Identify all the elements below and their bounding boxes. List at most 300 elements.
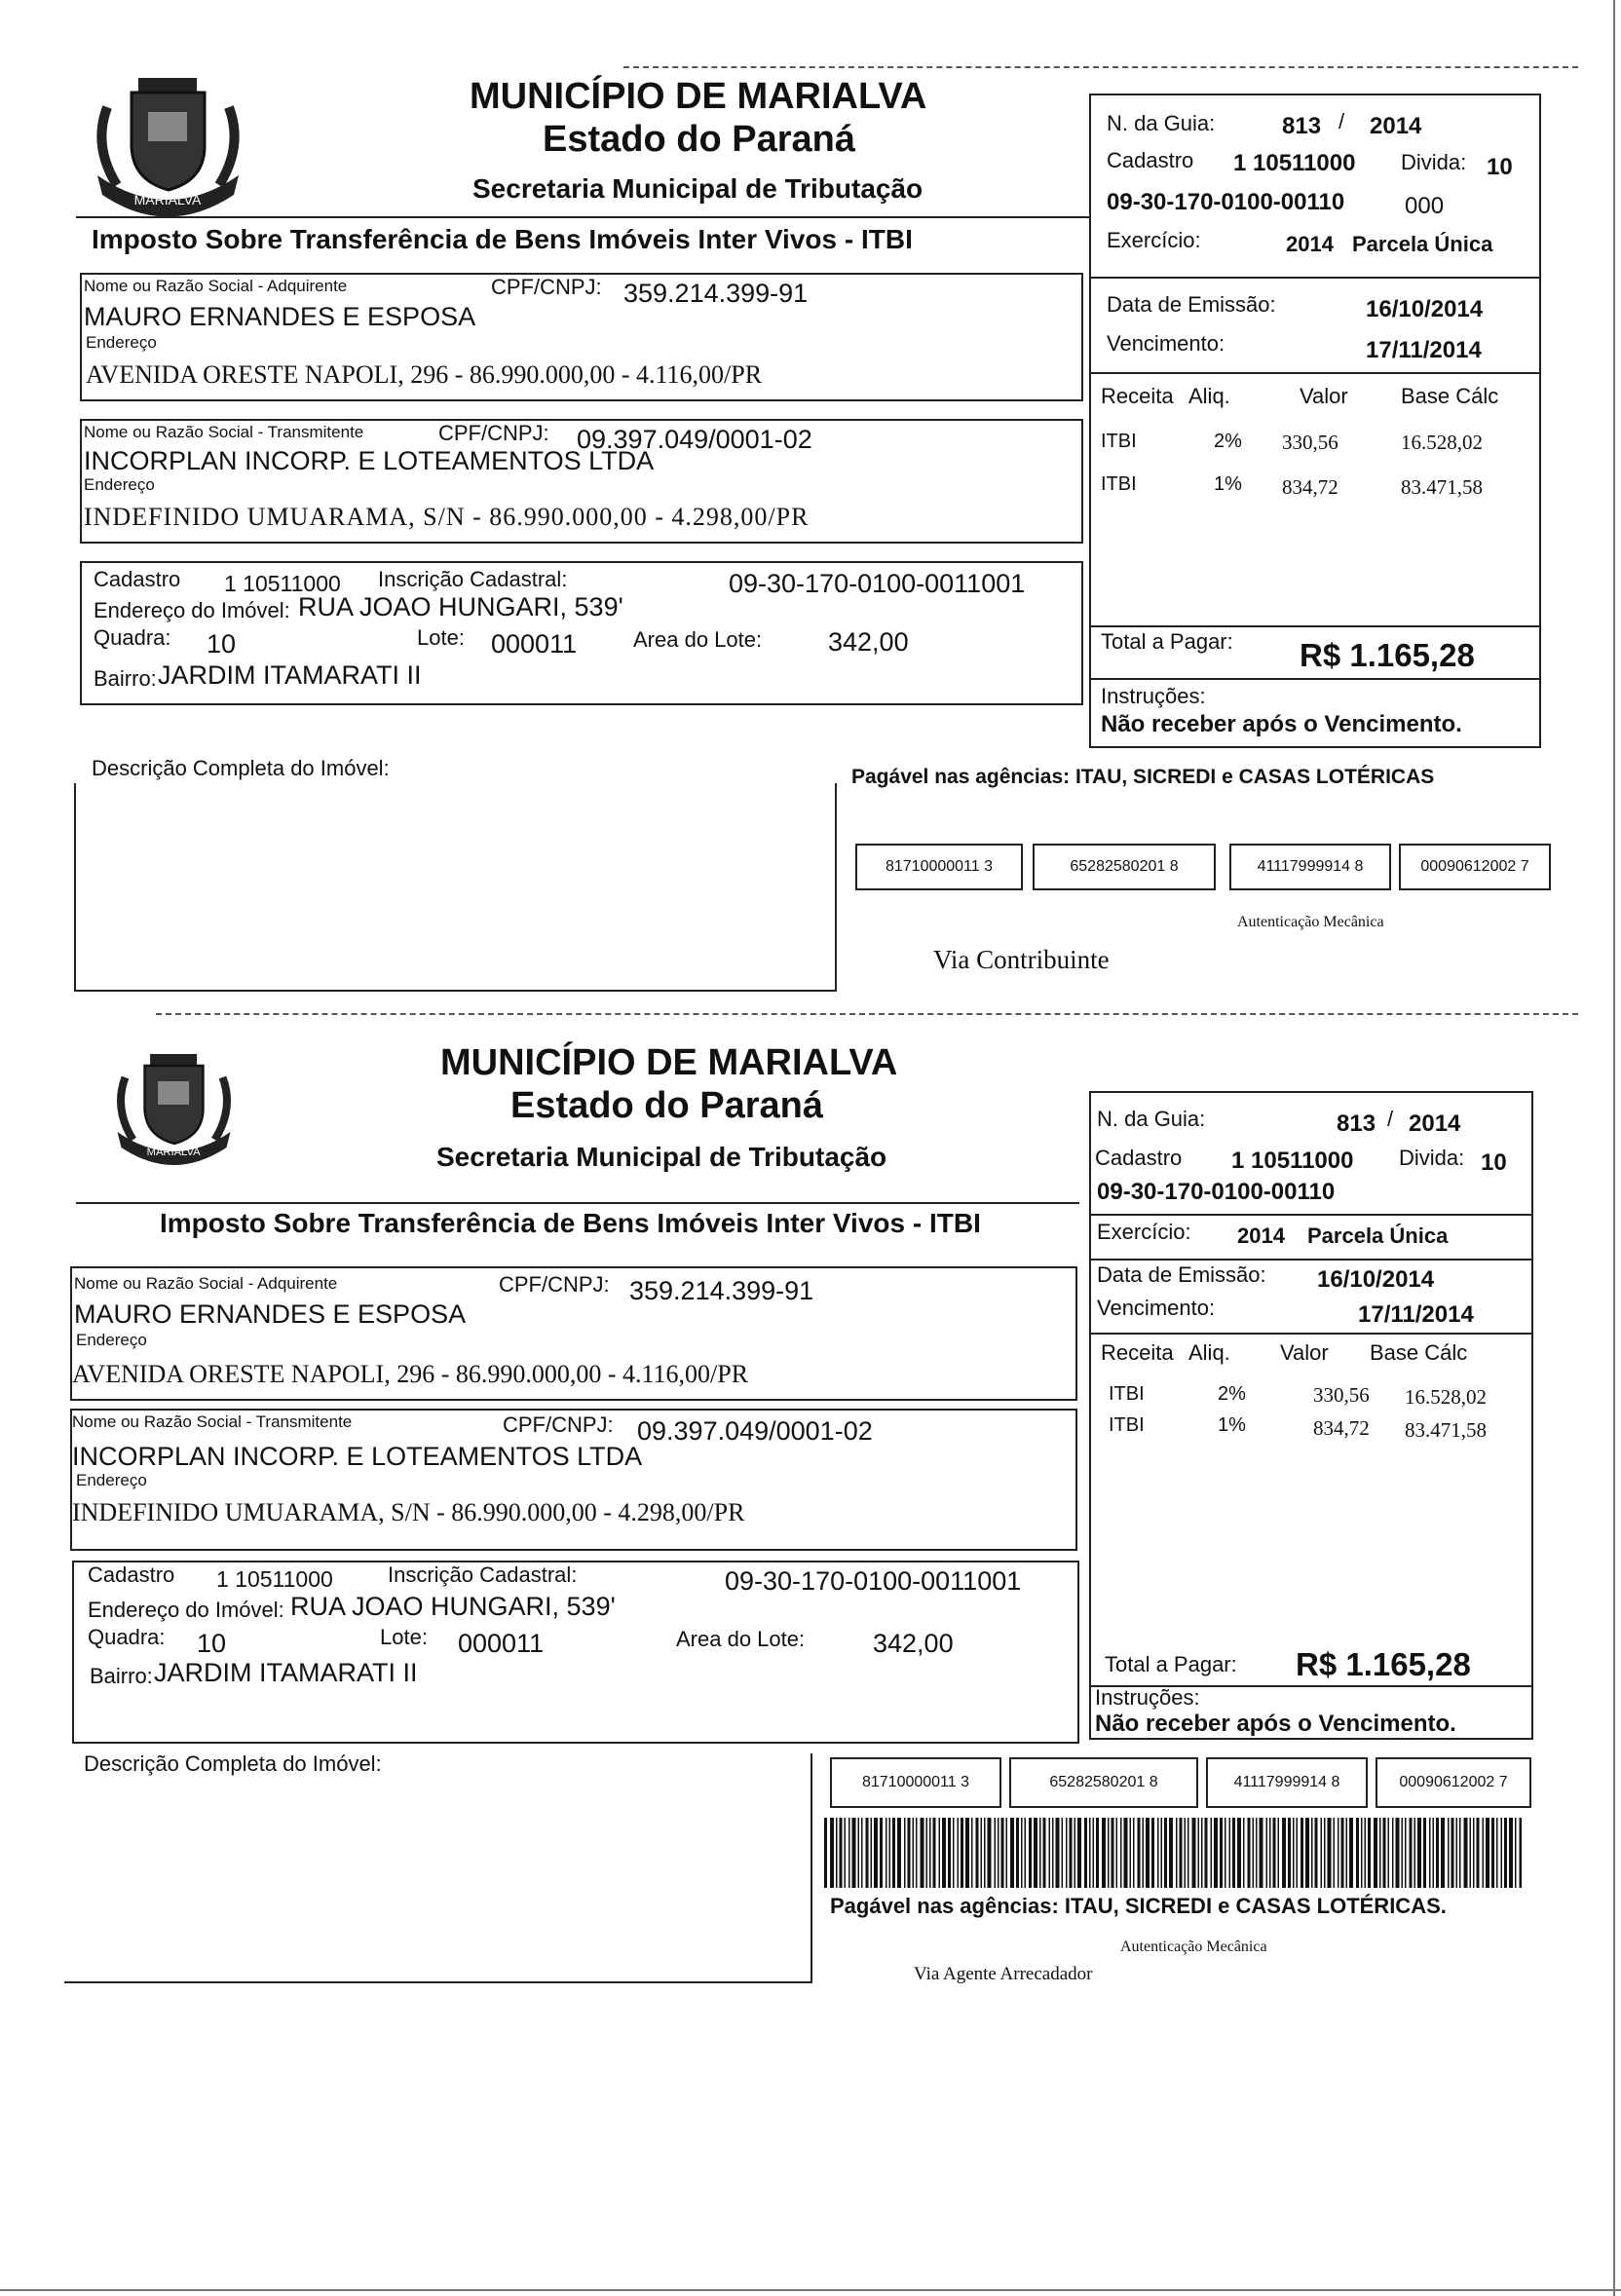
- barcode-bar: [942, 1818, 946, 1888]
- barcode-bar: [1253, 1818, 1255, 1888]
- exercicio-year: 2014: [1286, 232, 1334, 256]
- divida-label: Divida:: [1399, 1146, 1465, 1170]
- code-block-3: 41117999914 8: [1229, 844, 1391, 890]
- guia-number-label: N. da Guia:: [1097, 1107, 1206, 1131]
- cadastro-value: 1 10511000: [224, 571, 341, 596]
- barcode-bar: [858, 1818, 860, 1888]
- lote-label: Lote:: [380, 1625, 428, 1649]
- department-title: Secretaria Municipal de Tributação: [436, 1142, 887, 1172]
- barcode-bar: [1311, 1818, 1313, 1888]
- barcode-bar: [1491, 1818, 1494, 1888]
- transmitente-name: INCORPLAN INCORP. E LOTEAMENTOS LTDA: [84, 446, 655, 475]
- barcode-bar: [1143, 1818, 1145, 1888]
- barcode-bar: [1034, 1818, 1037, 1888]
- barcode-bar: [976, 1818, 979, 1888]
- barcode-bar: [933, 1818, 936, 1888]
- descricao-label: Descrição Completa do Imóvel:: [84, 1751, 382, 1776]
- quadra-label: Quadra:: [94, 625, 171, 650]
- code-block-2: 65282580201 8: [1033, 844, 1216, 890]
- barcode-bar: [971, 1818, 973, 1888]
- barcode-bar: [1146, 1818, 1150, 1888]
- barcode-bar: [984, 1818, 986, 1888]
- barcode-bar: [1010, 1818, 1014, 1888]
- state-title: Estado do Paraná: [543, 119, 855, 160]
- adquirente-label: Nome ou Razão Social - Adquirente: [84, 277, 348, 295]
- barcode-bar: [939, 1818, 941, 1888]
- cnpj-label: CPF/CNPJ:: [438, 421, 549, 445]
- barcode-bar: [1187, 1818, 1189, 1888]
- barcode-bar: [1293, 1818, 1295, 1888]
- aliq-header: Aliq.: [1188, 1340, 1230, 1365]
- barcode-bar: [1266, 1818, 1268, 1888]
- barcode-bar: [848, 1818, 850, 1888]
- valor-header: Valor: [1280, 1340, 1329, 1365]
- code-block-4: 00090612002 7: [1399, 844, 1551, 890]
- valor-header: Valor: [1300, 384, 1348, 408]
- divida-label: Divida:: [1401, 150, 1467, 174]
- barcode-bar: [1220, 1818, 1223, 1888]
- barcode-bar: [904, 1818, 906, 1888]
- barcode-bar: [1504, 1818, 1507, 1888]
- barcode-bar: [1025, 1818, 1027, 1888]
- barcode-bar: [1084, 1818, 1087, 1888]
- barcode-bar: [1232, 1818, 1235, 1888]
- guia-sep: /: [1338, 109, 1345, 133]
- department-title: Secretaria Municipal de Tributação: [472, 173, 924, 204]
- barcode-bar: [1396, 1818, 1400, 1888]
- barcode-bar: [908, 1818, 911, 1888]
- barcode-bar: [1405, 1818, 1407, 1888]
- endereco-imovel-label: Endereço do Imóvel:: [88, 1598, 284, 1622]
- barcode-bar: [1164, 1818, 1167, 1888]
- barcode-bar: [1520, 1818, 1523, 1888]
- adquirente-cpf: 359.214.399-91: [623, 279, 809, 308]
- barcode-bar: [1328, 1818, 1332, 1888]
- adquirente-cpf: 359.214.399-91: [629, 1276, 814, 1305]
- barcode-bar: [840, 1818, 843, 1888]
- guia-number: 813: [1282, 113, 1322, 139]
- total-value: R$ 1.165,28: [1296, 1646, 1471, 1682]
- barcode-bar: [1341, 1818, 1344, 1888]
- emissao-value: 16/10/2014: [1366, 296, 1484, 322]
- barcode-bar: [886, 1818, 887, 1888]
- instrucoes-label: Instruções:: [1095, 1685, 1200, 1710]
- barcode-bar: [1338, 1818, 1339, 1888]
- barcode-bar: [1305, 1818, 1309, 1888]
- descricao-box: [74, 783, 837, 992]
- guia-year: 2014: [1409, 1110, 1461, 1137]
- code-block-3: 41117999914 8: [1206, 1757, 1368, 1808]
- cadastro-label: Cadastro: [88, 1562, 175, 1587]
- emissao-label: Data de Emissão:: [1097, 1262, 1266, 1287]
- barcode-bar: [1278, 1818, 1280, 1888]
- barcode-bar: [889, 1818, 891, 1888]
- barcode-bar: [1096, 1818, 1099, 1888]
- receita-header: Receita: [1101, 384, 1174, 408]
- barcode-bar: [1225, 1818, 1226, 1888]
- barcode-bar: [961, 1818, 963, 1888]
- bairro-value: JARDIM ITAMARATI II: [158, 660, 422, 690]
- adquirente-address: AVENIDA ORESTE NAPOLI, 296 - 86.990.000,00 - 4.116,00/PR: [72, 1360, 749, 1388]
- header-rule: [76, 1202, 1079, 1204]
- adquirente-name: MAURO ERNANDES E ESPOSA: [74, 1299, 467, 1329]
- barcode-bar: [1441, 1818, 1445, 1888]
- area-value: 342,00: [828, 627, 909, 657]
- barcode-bar: [892, 1818, 895, 1888]
- barcode-bar: [1470, 1818, 1472, 1888]
- inscricao-label: Inscrição Cadastral:: [378, 567, 568, 591]
- barcode-bar: [1509, 1818, 1513, 1888]
- via-label: Via Contribuinte: [933, 945, 1110, 974]
- tax-title: Imposto Sobre Transferência de Bens Imóveis Inter Vivos - ITBI: [92, 224, 913, 254]
- barcode-bar: [1070, 1818, 1073, 1888]
- exercicio-year: 2014: [1237, 1223, 1285, 1248]
- lote-value: 000011: [491, 629, 578, 659]
- barcode-bar: [1157, 1818, 1159, 1888]
- municipality-title: MUNICÍPIO DE MARIALVA: [440, 1042, 898, 1083]
- code-block-1: 81710000011 3: [855, 844, 1023, 890]
- barcode-bar: [1056, 1818, 1060, 1888]
- cadastro-label: Cadastro: [1095, 1146, 1183, 1170]
- barcode-bar: [1388, 1818, 1390, 1888]
- endereco-label: Endereço: [76, 1471, 147, 1489]
- transmitente-address: INDEFINIDO UMUARAMA, S/N - 86.990.000,00 - 4.298,00/PR: [84, 503, 810, 531]
- barcode-bar: [1273, 1818, 1276, 1888]
- page-edge: [0, 2289, 1621, 2291]
- barcode-bar: [1269, 1818, 1271, 1888]
- tax-title: Imposto Sobre Transferência de Bens Imóveis Inter Vivos - ITBI: [160, 1208, 981, 1238]
- descricao-label: Descrição Completa do Imóvel:: [92, 756, 390, 780]
- guia-cadastro: 1 10511000: [1233, 150, 1356, 176]
- barcode-bar: [1459, 1818, 1461, 1888]
- guia-panel: N. da Guia: 813 / 2014 Cadastro 1 10511000 Divida: 10 09-30-170-0100-00110 000 Exercício: 2014 Parcela Única Data de Emissão: 16/10/2014 Vencimento: 17/11/2014 Receita Aliq. Valor Base Cálc ITBI 2% 330,56 16.528,02 ITBI 1% 834,72 83.471,58 Total a Pagar: R$ 1.165,28 Instruções: Não receber após o Vencimento.: [1089, 94, 1541, 748]
- endereco-label: Endereço: [76, 1331, 147, 1349]
- total-label: Total a Pagar:: [1101, 629, 1233, 654]
- barcode-bar: [1356, 1818, 1359, 1888]
- barcode-bar: [1043, 1818, 1046, 1888]
- endereco-imovel-value: RUA JOAO HUNGARI, 539': [290, 1592, 616, 1621]
- barcode-bar: [921, 1818, 924, 1888]
- barcode-bar: [981, 1818, 983, 1888]
- base-header: Base Cálc: [1370, 1340, 1468, 1365]
- barcode-bar: [1093, 1818, 1095, 1888]
- instrucoes-label: Instruções:: [1101, 684, 1206, 708]
- barcode-bar: [874, 1818, 878, 1888]
- barcode-bar: [1180, 1818, 1183, 1888]
- quadra-label: Quadra:: [88, 1625, 166, 1649]
- lote-value: 000011: [458, 1629, 545, 1658]
- barcode-bar: [1049, 1818, 1051, 1888]
- guia-sep: /: [1387, 1107, 1394, 1131]
- imovel-box: [72, 1561, 1079, 1744]
- barcode-bar: [1349, 1818, 1353, 1888]
- transmitente-box: [80, 419, 1083, 544]
- barcode-bar: [929, 1818, 931, 1888]
- code-block-2: 65282580201 8: [1009, 1757, 1198, 1808]
- barcode-bar: [1120, 1818, 1122, 1888]
- base-header: Base Cálc: [1401, 384, 1499, 408]
- barcode-bar: [1473, 1818, 1475, 1888]
- barcode-bar: [1297, 1818, 1299, 1888]
- aliq-header: Aliq.: [1188, 384, 1230, 408]
- barcode-bar: [1130, 1818, 1132, 1888]
- barcode-bar: [1368, 1818, 1371, 1888]
- inscricao-label: Inscrição Cadastral:: [388, 1562, 578, 1587]
- transmitente-name: INCORPLAN INCORP. E LOTEAMENTOS LTDA: [72, 1442, 643, 1471]
- barcode-bar: [1288, 1818, 1291, 1888]
- state-title: Estado do Paraná: [510, 1085, 823, 1126]
- cpf-label: CPF/CNPJ:: [491, 275, 602, 299]
- autenticacao-label: Autenticação Mecânica: [1237, 914, 1384, 930]
- barcode-bar: [965, 1818, 969, 1888]
- barcode-bar: [871, 1818, 873, 1888]
- endereco-imovel-value: RUA JOAO HUNGARI, 539': [298, 592, 623, 621]
- barcode-bar: [1116, 1818, 1118, 1888]
- barcode-bar: [1016, 1818, 1019, 1888]
- barcode-bar: [1361, 1818, 1363, 1888]
- adquirente-label: Nome ou Razão Social - Adquirente: [74, 1274, 338, 1293]
- quadra-value: 10: [197, 1629, 227, 1658]
- instrucao-text: Não receber após o Vencimento.: [1101, 711, 1462, 737]
- barcode-bar: [1414, 1818, 1416, 1888]
- emblem-text: MARIALVA: [133, 192, 202, 207]
- autenticacao-label: Autenticação Mecânica: [1120, 1938, 1267, 1955]
- adquirente-box: [70, 1266, 1077, 1401]
- area-label: Area do Lote:: [676, 1627, 806, 1651]
- emissao-label: Data de Emissão:: [1107, 292, 1276, 317]
- barcode-bar: [1496, 1818, 1498, 1888]
- barcode-bar: [1282, 1818, 1286, 1888]
- cpf-label: CPF/CNPJ:: [499, 1272, 610, 1297]
- barcode-bar: [1066, 1818, 1068, 1888]
- barcode-bar: [1365, 1818, 1367, 1888]
- barcode-bar: [1515, 1818, 1517, 1888]
- header-rule: [76, 216, 1089, 218]
- agencias-text: Pagável nas agências: ITAU, SICREDI e CASAS LOTÉRICAS.: [830, 1894, 1447, 1918]
- barcode-bar: [926, 1818, 928, 1888]
- guia-year: 2014: [1370, 113, 1422, 139]
- vencimento-value: 17/11/2014: [1366, 337, 1482, 363]
- barcode-bar: [1039, 1818, 1041, 1888]
- barcode-bar: [1062, 1818, 1064, 1888]
- cadastro-label: Cadastro: [94, 567, 181, 591]
- transmitente-label: Nome ou Razão Social - Transmitente: [72, 1412, 353, 1431]
- barcode-bar: [1374, 1818, 1377, 1888]
- barcode-bar: [1192, 1818, 1196, 1888]
- adquirente-address: AVENIDA ORESTE NAPOLI, 296 - 86.990.000,00 - 4.116,00/PR: [86, 360, 763, 389]
- barcode-bar: [1456, 1818, 1458, 1888]
- barcode-bar: [1324, 1818, 1326, 1888]
- barcode-bar: [1198, 1818, 1200, 1888]
- barcode-bar: [948, 1818, 951, 1888]
- barcode-bar: [1379, 1818, 1381, 1888]
- barcode-bar: [1021, 1818, 1023, 1888]
- barcode-bar: [1138, 1818, 1141, 1888]
- transmitente-box: [70, 1409, 1077, 1551]
- code-block-1: 81710000011 3: [830, 1757, 1001, 1808]
- cut-line: [156, 1013, 1578, 1015]
- barcode-bar: [1151, 1818, 1154, 1888]
- barcode-bar: [1483, 1818, 1485, 1888]
- barcode-bar: [1133, 1818, 1135, 1888]
- barcode-bar: [880, 1818, 883, 1888]
- barcode-bar: [1451, 1818, 1454, 1888]
- barcode-bar: [1448, 1818, 1450, 1888]
- barcode-bar: [1124, 1818, 1128, 1888]
- barcode-bar: [1237, 1818, 1241, 1888]
- descricao-box: [64, 1753, 812, 1983]
- cadastro-value: 1 10511000: [216, 1566, 333, 1592]
- guia-inscricao: 09-30-170-0100-00110: [1107, 189, 1345, 215]
- barcode-bar: [1201, 1818, 1203, 1888]
- exercicio-label: Exercício:: [1107, 228, 1201, 252]
- barcode-bar: [1383, 1818, 1386, 1888]
- municipality-title: MUNICÍPIO DE MARIALVA: [470, 76, 927, 117]
- barcode-bar: [953, 1818, 955, 1888]
- barcode-bar: [995, 1818, 997, 1888]
- barcode-bar: [1243, 1818, 1245, 1888]
- barcode-bar: [1423, 1818, 1426, 1888]
- barcode-bar: [1248, 1818, 1251, 1888]
- endereco-label: Endereço: [84, 475, 155, 494]
- barcode-bar: [1486, 1818, 1489, 1888]
- emblem-text: MARIALVA: [146, 1147, 201, 1158]
- barcode-bar: [1052, 1818, 1054, 1888]
- barcode-bar: [1229, 1818, 1231, 1888]
- guia-inscricao: 09-30-170-0100-00110: [1097, 1179, 1336, 1205]
- barcode-bar: [1260, 1818, 1263, 1888]
- divida-value: 10: [1487, 154, 1513, 180]
- barcode-bar: [1001, 1818, 1004, 1888]
- adquirente-box: [80, 273, 1083, 401]
- barcode-bar: [988, 1818, 992, 1888]
- barcode-bar: [852, 1818, 856, 1888]
- barcode-bar: [1402, 1818, 1404, 1888]
- barcode-bar: [861, 1818, 863, 1888]
- bairro-value: JARDIM ITAMARATI II: [154, 1658, 418, 1687]
- quadra-value: 10: [207, 629, 237, 659]
- imovel-box: [80, 561, 1083, 705]
- barcode-bar: [958, 1818, 960, 1888]
- bairro-label: Bairro:: [94, 666, 157, 691]
- barcode-bar: [1211, 1818, 1213, 1888]
- barcode-bar: [836, 1818, 838, 1888]
- inscricao-value: 09-30-170-0100-0011001: [729, 569, 1026, 598]
- barcode-bar: [1392, 1818, 1394, 1888]
- barcode-bar: [1214, 1818, 1218, 1888]
- endereco-label: Endereço: [86, 333, 157, 352]
- vencimento-label: Vencimento:: [1107, 331, 1225, 356]
- parcela: Parcela Única: [1307, 1223, 1449, 1248]
- agencias-text: Pagável nas agências: ITAU, SICREDI e CASAS LOTÉRICAS: [851, 766, 1435, 788]
- barcode-bar: [998, 1818, 999, 1888]
- barcode-bar: [1176, 1818, 1178, 1888]
- divida-value: 10: [1481, 1149, 1507, 1176]
- barcode-bar: [866, 1818, 869, 1888]
- transmitente-address: INDEFINIDO UMUARAMA, S/N - 86.990.000,00 - 4.298,00/PR: [72, 1498, 745, 1526]
- barcode-bar: [830, 1818, 834, 1888]
- code-block-4: 00090612002 7: [1376, 1757, 1531, 1808]
- transmitente-cnpj: 09.397.049/0001-02: [577, 425, 812, 454]
- barcode-bar: [1429, 1818, 1431, 1888]
- barcode-bar: [1321, 1818, 1323, 1888]
- barcode-bar: [1501, 1818, 1503, 1888]
- barcode-bar: [1410, 1818, 1413, 1888]
- instrucao-text: Não receber após o Vencimento.: [1095, 1711, 1456, 1737]
- area-value: 342,00: [873, 1629, 954, 1658]
- barcode-bar: [1074, 1818, 1076, 1888]
- transmitente-label: Nome ou Razão Social - Transmitente: [84, 423, 364, 441]
- barcode-bar: [845, 1818, 847, 1888]
- lote-label: Lote:: [417, 625, 465, 650]
- barcode-bar: [1464, 1818, 1468, 1888]
- cut-line: [623, 66, 1578, 68]
- vencimento-value: 17/11/2014: [1358, 1301, 1474, 1328]
- area-label: Area do Lote:: [633, 627, 763, 652]
- barcode-bar: [1169, 1818, 1173, 1888]
- barcode-bar: [1346, 1818, 1348, 1888]
- barcode-bar: [1112, 1818, 1114, 1888]
- barcode-bar: [1477, 1818, 1480, 1888]
- cnpj-label: CPF/CNPJ:: [503, 1412, 614, 1437]
- parcela: Parcela Única: [1352, 232, 1493, 256]
- barcode-bar: [1205, 1818, 1208, 1888]
- barcode-bar: [1077, 1818, 1081, 1888]
- barcode-bar: [824, 1818, 827, 1888]
- barcode-bar: [1161, 1818, 1163, 1888]
- guia-number: 813: [1337, 1110, 1376, 1137]
- barcode-bar: [1417, 1818, 1421, 1888]
- guia-extra-code: 000: [1405, 193, 1445, 219]
- barcode-bar: [1315, 1818, 1318, 1888]
- barcode-bar: [1108, 1818, 1110, 1888]
- barcode-bar: [1089, 1818, 1091, 1888]
- barcode-bar: [1433, 1818, 1435, 1888]
- barcode-bar: [1436, 1818, 1439, 1888]
- barcode-bar: [1334, 1818, 1336, 1888]
- transmitente-cnpj: 09.397.049/0001-02: [637, 1416, 873, 1446]
- payment-barcode: [824, 1818, 1522, 1888]
- barcode-bar: [1006, 1818, 1008, 1888]
- barcode-bar: [1029, 1818, 1032, 1888]
- via-label: Via Agente Arrecadador: [914, 1964, 1093, 1984]
- total-label: Total a Pagar:: [1105, 1652, 1237, 1676]
- barcode-bar: [913, 1818, 915, 1888]
- cadastro-label: Cadastro: [1107, 148, 1194, 172]
- guia-panel: N. da Guia: 813 / 2014 Cadastro 1 10511000 Divida: 10 09-30-170-0100-00110 Exercício: 2014 Parcela Única Data de Emissão: 16/10/2014 Vencimento: 17/11/2014 Receita Aliq. Valor Base Cálc ITBI 2% 330,56 16.528,02 ITBI 1% 834,72 83.471,58 Total a Pagar: R$ 1.165,28 Instruções: Não receber após o Vencimento.: [1089, 1091, 1533, 1740]
- exercicio-label: Exercício:: [1097, 1220, 1191, 1244]
- page-edge: [1613, 0, 1615, 2296]
- municipal-coat-of-arms-icon: [78, 58, 258, 229]
- bairro-label: Bairro:: [90, 1664, 153, 1688]
- emissao-value: 16/10/2014: [1317, 1266, 1435, 1293]
- municipal-coat-of-arms-icon: [94, 1038, 254, 1175]
- receita-header: Receita: [1101, 1340, 1174, 1365]
- guia-cadastro: 1 10511000: [1231, 1148, 1354, 1174]
- barcode-bar: [916, 1818, 918, 1888]
- adquirente-name: MAURO ERNANDES E ESPOSA: [84, 302, 476, 331]
- total-value: R$ 1.165,28: [1300, 637, 1475, 673]
- barcode-bar: [1102, 1818, 1106, 1888]
- inscricao-value: 09-30-170-0100-0011001: [725, 1566, 1022, 1596]
- barcode-bar: [1256, 1818, 1258, 1888]
- endereco-imovel-label: Endereço do Imóvel:: [94, 598, 290, 622]
- barcode-bar: [1301, 1818, 1303, 1888]
- barcode-bar: [1185, 1818, 1187, 1888]
- barcode-bar: [897, 1818, 901, 1888]
- vencimento-label: Vencimento:: [1097, 1296, 1216, 1320]
- guia-number-label: N. da Guia:: [1107, 111, 1216, 135]
